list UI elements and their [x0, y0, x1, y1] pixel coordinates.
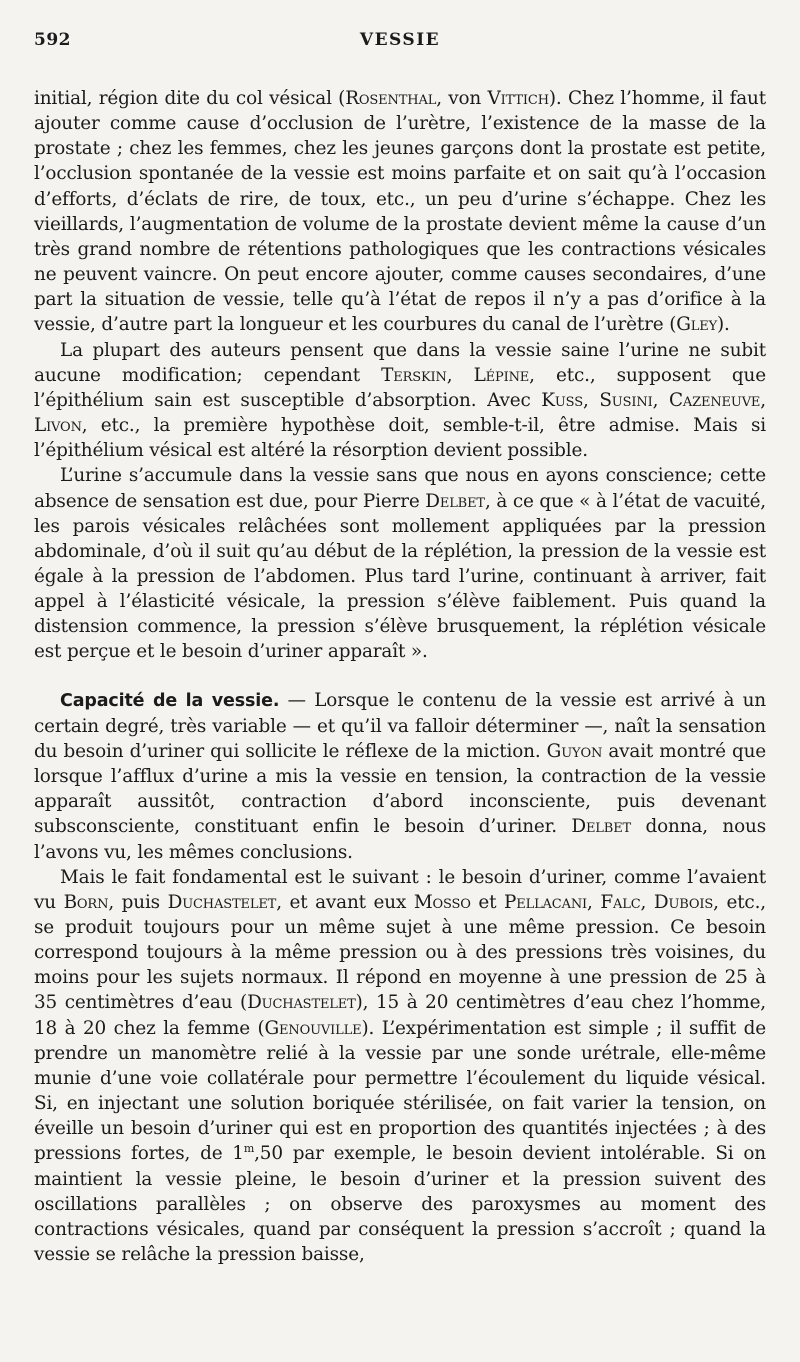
- author-name: Delbet: [571, 816, 632, 838]
- text-run: , puis: [108, 891, 168, 913]
- text-run: L’urine s’accumule dans la vessie sans que nous en ayons conscience; cette absence de sensation est due, pour Pierre: [34, 465, 766, 512]
- author-name: Mosso: [413, 891, 471, 913]
- author-name: Lépine: [473, 364, 530, 386]
- author-name: Livon: [34, 415, 82, 437]
- text-run: , et avant eux: [276, 891, 414, 913]
- section-heading: Capacité de la vessie.: [60, 690, 280, 711]
- text-run: ,: [652, 389, 669, 411]
- text-run: Mais le fait fondamental est le suivant : le besoin d’uriner, comme l’avaient vu: [34, 866, 766, 913]
- author-name: Duchastelet: [247, 992, 356, 1014]
- text-run: ,: [446, 364, 474, 386]
- text-run: et: [470, 891, 505, 913]
- unit-superscript: m: [243, 1142, 255, 1156]
- text-run: donna, nous l’avons vu, les mêmes conclusions.: [34, 816, 766, 863]
- author-name: Susini: [599, 389, 653, 411]
- author-name: Delbet: [425, 490, 485, 512]
- text-run: avait montré que lorsque l’afflux d’urine a mis la vessie en tension, la contraction de la vessie apparaît aussitôt, contraction d’abord inconsciente, puis devenant subsconsciente, constituant enfin le besoin d’uriner.: [34, 740, 766, 838]
- text-run: ,: [640, 891, 654, 913]
- author-name: Terskin: [381, 364, 447, 386]
- text-run: , etc., se produit toujours pour un même sujet à une même pression. Ce besoin correspond toujours à la même pression ou à des pressions très voisines, du moins pour les sujets normaux. Il répond en moyenne à une pression de 25 à 35 centimètres d’eau (: [34, 891, 766, 1014]
- author-name: Pellacani: [504, 891, 588, 913]
- author-name: Duchastelet: [167, 891, 277, 913]
- author-name: Cazeneuve: [668, 389, 761, 411]
- text-run: ,50 par exemple, le besoin devient intolérable. Si on maintient la vessie pleine, le besoin d’uriner et la pression suivent des oscillations parallèles ; on observe des paroxysmes au moment des contractions vésicales, quand par conséquent la pression s’accroît ; quand la vessie se relâche la pression baisse,: [34, 1143, 766, 1266]
- text-run: — Lorsque le contenu de la vessie est arrivé à un certain degré, très variable — et qu’il va falloir déterminer —, naît la sensation du besoin d’uriner qui sollicite le réflexe de la miction.: [34, 689, 766, 762]
- author-name: Vittich: [487, 88, 549, 109]
- text-run: , à ce que « à l’état de vacuité, les parois vésicales relâchées sont mollement appliquées par la pression abdominale, d’où il suit qu’au début de la réplétion, la pression de la vessie est égale à la pression de l’abdomen. Plus tard l’urine, continuant à arriver, fait appel à l’élasticité vésicale, la pression s’élève faiblement. Puis quand la distension commence, la pression s’élève brusquement, la réplétion vésicale est perçue et le besoin d’uriner apparaît ».: [34, 490, 766, 663]
- author-name: Born: [63, 891, 109, 913]
- text-run: ). Chez l’homme, il faut ajouter comme cause d’occlusion de l’urètre, l’existence de la masse de la prostate ; chez les femmes, chez les jeunes garçons dont la prostate est petite, l’occlusion spontanée de la vessie est moins parfaite et on sait qu’à l’occasion d’efforts, d’éclats de rire, de toux, etc., un peu d’urine s’échappe. Chez les vieillards, l’augmentation de volume de la prostate devient même la cause d’un très grand nombre de rétentions pathologiques que les contractions vésicales ne peuvent vaincre. On peut encore ajouter, comme causes secondaires, d’une part la situation de vessie, telle qu’à l’état de repos il n’y a pas d’orifice à la vessie, d’autre part la longueur et les courbures du canal de l’urètre (: [34, 88, 766, 336]
- text-run: ,: [760, 389, 766, 411]
- text-run: ), 15 à 20 centimètres d’eau chez l’homme, 18 à 20 chez la femme (: [34, 992, 766, 1039]
- author-name: Dubois: [653, 891, 714, 913]
- body-text: [34, 86, 766, 1267]
- page-number: 592: [34, 30, 71, 50]
- text-run: ).: [717, 314, 730, 336]
- text-run: , von: [436, 88, 488, 109]
- running-head: [34, 22, 766, 54]
- author-name: Guyon: [546, 740, 603, 762]
- text-run: , etc., la première hypothèse doit, semble-t-il, être admise. Mais si l’épithélium vésical est altéré la résorption devient possible.: [34, 415, 766, 462]
- author-name: Falc: [600, 891, 641, 913]
- author-name: Genouville: [264, 1017, 362, 1039]
- text-run: ). L’expérimentation est simple ; il suffit de prendre un manomètre relié à la vessie par une sonde urétrale, elle-même munie d’une voie collatérale pour permettre l’écoulement du liquide vésical. Si, en injectant une solution boriquée stérilisée, on fait varier la tension, on éveille un besoin d’uriner qui est en proportion des quantités injectées ; à des pressions fortes, de 1: [34, 1017, 766, 1165]
- author-name: Kuss: [541, 389, 583, 411]
- paragraph: [34, 86, 766, 338]
- paragraph: [34, 338, 766, 464]
- paragraph: [34, 865, 766, 1268]
- text-run: La plupart des auteurs pensent que dans la vessie saine l’urine ne subit aucune modification; cependant: [34, 339, 766, 386]
- text-run: initial, région dite du col vésical (: [34, 88, 346, 109]
- text-run: ,: [587, 891, 601, 913]
- author-name: Rosenthal: [345, 88, 437, 109]
- section-gap: [34, 665, 766, 688]
- running-title: VESSIE: [359, 30, 441, 50]
- text-run: ,: [582, 389, 600, 411]
- paragraph: [34, 688, 766, 865]
- paragraph: [34, 463, 766, 664]
- text-run: , etc., supposent que l’épithélium sain est susceptible d’absorption. Avec: [34, 364, 766, 411]
- author-name: Gley: [676, 314, 718, 336]
